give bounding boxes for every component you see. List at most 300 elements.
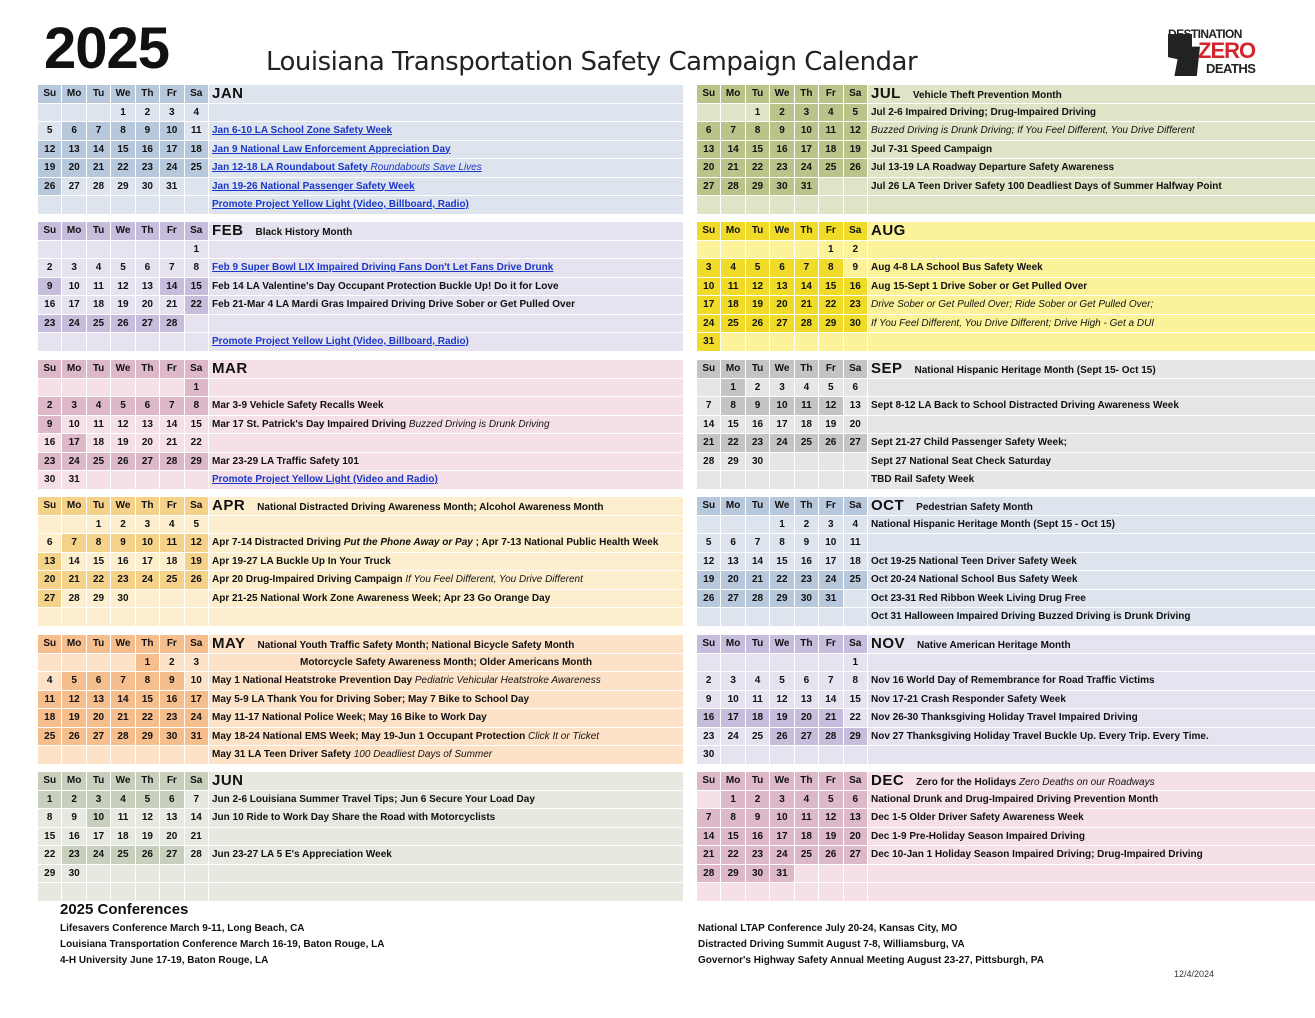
day-cell: 2 — [697, 672, 721, 691]
day-cell: 31 — [819, 590, 843, 609]
day-cell: 1 — [38, 791, 62, 810]
mini-calendar — [38, 360, 209, 490]
event-text: Oct 20-24 National School Bus Safety Week — [871, 574, 1078, 585]
day-cell: 28 — [160, 315, 184, 334]
day-cell: 22 — [185, 434, 209, 453]
empty-day-cell — [795, 883, 819, 902]
day-cell: 16 — [844, 278, 868, 297]
day-cell: 12 — [38, 141, 62, 160]
weekday-header: Tu — [746, 222, 770, 241]
event-text: Jul 13-19 LA Roadway Departure Safety Awareness — [871, 162, 1115, 173]
event-row — [209, 709, 683, 728]
empty-day-cell — [160, 333, 184, 352]
empty-day-cell — [721, 333, 745, 352]
day-cell: 20 — [87, 709, 111, 728]
event-text: Vehicle Theft Prevention Month — [912, 90, 1062, 101]
day-cell: 3 — [770, 379, 794, 398]
day-cell: 25 — [795, 434, 819, 453]
day-cell: 20 — [160, 828, 184, 847]
empty-day-cell — [160, 865, 184, 884]
month-jun — [38, 772, 683, 891]
empty-day-cell — [136, 241, 160, 260]
weekday-header: Tu — [87, 360, 111, 379]
day-cell: 9 — [770, 122, 794, 141]
empty-day-cell — [819, 746, 843, 765]
empty-day-cell — [62, 333, 86, 352]
day-cell: 18 — [795, 828, 819, 847]
day-cell: 17 — [62, 296, 86, 315]
event-row — [209, 379, 683, 398]
empty-day-cell — [697, 104, 721, 123]
events-list — [868, 497, 1315, 627]
empty-day-cell — [819, 178, 843, 197]
month-name: OCT — [871, 497, 905, 514]
event-text: Dec 1-9 Pre-Holiday Season Impaired Driving — [871, 830, 1085, 842]
day-cell: 1 — [111, 104, 135, 123]
empty-day-cell — [795, 654, 819, 673]
event-text: Mar 23-29 LA Traffic Safety 101 — [212, 455, 359, 467]
empty-day-cell — [38, 654, 62, 673]
event-row — [209, 571, 683, 590]
day-cell: 4 — [795, 379, 819, 398]
event-row — [868, 453, 1315, 472]
day-cell: 28 — [111, 728, 135, 747]
day-cell: 8 — [721, 397, 745, 416]
empty-day-cell — [62, 516, 86, 535]
event-row — [868, 516, 1315, 535]
weekday-header: Tu — [87, 772, 111, 791]
event-link[interactable]: Jan 12-18 LA Roundabout Safety — [212, 162, 371, 173]
day-cell: 5 — [136, 791, 160, 810]
weekday-header: Th — [136, 360, 160, 379]
day-cell: 22 — [819, 296, 843, 315]
day-cell: 4 — [185, 104, 209, 123]
weekday-header: Tu — [87, 635, 111, 654]
day-cell: 1 — [136, 654, 160, 673]
day-cell: 14 — [697, 828, 721, 847]
day-cell: 30 — [62, 865, 86, 884]
events-list — [868, 360, 1315, 490]
day-cell: 28 — [819, 728, 843, 747]
empty-day-cell — [185, 315, 209, 334]
event-row — [868, 865, 1315, 884]
day-cell: 12 — [746, 278, 770, 297]
empty-day-cell — [844, 333, 868, 352]
day-cell: 14 — [160, 416, 184, 435]
day-cell: 24 — [697, 315, 721, 334]
weekday-header: Mo — [62, 772, 86, 791]
event-row — [209, 791, 683, 810]
day-cell: 16 — [770, 141, 794, 160]
day-cell: 31 — [697, 333, 721, 352]
day-cell: 27 — [136, 315, 160, 334]
event-row — [209, 516, 683, 535]
day-cell: 14 — [819, 691, 843, 710]
empty-day-cell — [87, 241, 111, 260]
day-cell: 25 — [160, 571, 184, 590]
event-row — [868, 709, 1315, 728]
day-cell: 10 — [795, 122, 819, 141]
day-cell: 9 — [62, 809, 86, 828]
empty-day-cell — [795, 471, 819, 490]
day-cell: 21 — [795, 296, 819, 315]
day-cell: 25 — [87, 453, 111, 472]
day-cell: 21 — [160, 296, 184, 315]
day-cell: 20 — [62, 159, 86, 178]
day-cell: 11 — [38, 691, 62, 710]
empty-day-cell — [819, 196, 843, 215]
weekday-header: We — [111, 85, 135, 104]
day-cell: 12 — [185, 534, 209, 553]
day-cell: 23 — [746, 434, 770, 453]
weekday-header: Su — [697, 497, 721, 516]
day-cell: 7 — [185, 791, 209, 810]
day-cell: 29 — [819, 315, 843, 334]
event-link[interactable]: Promote Project Yellow Light (Video and Radio) — [212, 474, 438, 485]
event-row — [868, 691, 1315, 710]
day-cell: 4 — [819, 104, 843, 123]
day-cell: 3 — [160, 104, 184, 123]
weekday-header: Tu — [87, 85, 111, 104]
weekday-header: Su — [697, 85, 721, 104]
day-cell: 10 — [136, 534, 160, 553]
day-cell: 24 — [770, 434, 794, 453]
mini-calendar — [38, 222, 209, 352]
month-name: NOV — [871, 635, 906, 652]
events-list — [209, 360, 683, 490]
event-text: Pedestrian Safety Month — [916, 502, 1033, 513]
day-cell: 18 — [38, 709, 62, 728]
event-row — [209, 241, 683, 260]
day-cell: 17 — [697, 296, 721, 315]
month-oct — [697, 497, 1315, 622]
day-cell: 8 — [111, 122, 135, 141]
empty-day-cell — [185, 333, 209, 352]
empty-day-cell — [62, 654, 86, 673]
event-tagline: If You Feel Different, You Drive Different; Drive High - Get a DUI — [871, 317, 1155, 329]
day-cell: 13 — [697, 141, 721, 160]
event-row — [209, 672, 683, 691]
empty-day-cell — [770, 746, 794, 765]
day-cell: 19 — [136, 828, 160, 847]
weekday-header: Su — [38, 772, 62, 791]
day-cell: 25 — [38, 728, 62, 747]
event-text: Apr 19-27 LA Buckle Up In Your Truck — [212, 555, 391, 567]
day-cell: 16 — [160, 691, 184, 710]
day-cell: 20 — [38, 571, 62, 590]
weekday-header: Fr — [819, 360, 843, 379]
empty-day-cell — [38, 608, 62, 627]
day-cell: 12 — [111, 278, 135, 297]
event-link[interactable]: Jan 9 National Law Enforcement Appreciation Day — [212, 143, 451, 155]
day-cell: 22 — [721, 434, 745, 453]
month-sep — [697, 360, 1315, 485]
event-text: Feb 14 LA Valentine's Day Occupant Protection Buckle Up! Do it for Love — [212, 280, 559, 292]
day-cell: 27 — [721, 590, 745, 609]
empty-day-cell — [844, 196, 868, 215]
conference-item: Lifesavers Conference March 9-11, Long Beach, CA — [60, 923, 305, 934]
weekday-header: Su — [697, 360, 721, 379]
event-row — [209, 278, 683, 297]
empty-day-cell — [697, 196, 721, 215]
empty-day-cell — [62, 883, 86, 902]
day-cell: 14 — [111, 691, 135, 710]
event-text: Apr 20 Drug-Impaired Driving Campaign — [212, 574, 406, 585]
event-link-tagline[interactable]: Roundabouts Save Lives — [370, 162, 482, 173]
day-cell: 6 — [160, 791, 184, 810]
weekday-header: Fr — [160, 222, 184, 241]
weekday-header: Fr — [819, 497, 843, 516]
day-cell: 25 — [844, 571, 868, 590]
weekday-header: We — [111, 772, 135, 791]
empty-day-cell — [87, 746, 111, 765]
empty-day-cell — [819, 453, 843, 472]
weekday-header: Th — [795, 85, 819, 104]
empty-day-cell — [111, 608, 135, 627]
event-text: Dec 1-5 Older Driver Safety Awareness Week — [871, 812, 1084, 823]
day-cell: 11 — [844, 534, 868, 553]
weekday-header: Sa — [844, 635, 868, 654]
event-row — [868, 728, 1315, 747]
conference-item: Distracted Driving Summit August 7-8, Williamsburg, VA — [698, 939, 965, 950]
day-cell: 26 — [844, 159, 868, 178]
day-cell: 8 — [819, 259, 843, 278]
day-cell: 7 — [819, 672, 843, 691]
day-cell: 19 — [697, 571, 721, 590]
day-cell: 25 — [185, 159, 209, 178]
day-cell: 11 — [111, 809, 135, 828]
month-header-row — [868, 772, 1315, 791]
day-cell: 26 — [185, 571, 209, 590]
day-cell: 19 — [38, 159, 62, 178]
empty-day-cell — [38, 379, 62, 398]
day-cell: 29 — [38, 865, 62, 884]
day-cell: 16 — [697, 709, 721, 728]
destination-zero-deaths-logo — [1168, 28, 1258, 80]
day-cell: 4 — [844, 516, 868, 535]
month-dec — [697, 772, 1315, 891]
day-cell: 7 — [111, 672, 135, 691]
empty-day-cell — [746, 746, 770, 765]
empty-day-cell — [38, 104, 62, 123]
empty-day-cell — [721, 104, 745, 123]
event-text: Sept 8-12 LA Back to School Distracted Driving Awareness Week — [871, 400, 1179, 411]
day-cell: 6 — [844, 379, 868, 398]
event-row — [209, 865, 683, 884]
day-cell: 13 — [844, 809, 868, 828]
weekday-header: Fr — [160, 635, 184, 654]
day-cell: 18 — [746, 709, 770, 728]
event-tagline: Pediatric Vehicular Heatstroke Awareness — [414, 675, 601, 686]
empty-day-cell — [819, 654, 843, 673]
weekday-header: We — [111, 222, 135, 241]
day-cell: 18 — [87, 434, 111, 453]
event-row — [209, 333, 683, 352]
event-row — [868, 809, 1315, 828]
weekday-header: Fr — [819, 635, 843, 654]
day-cell: 27 — [87, 728, 111, 747]
event-row — [209, 259, 683, 278]
event-text: Jul 2-6 Impaired Driving; Drug-Impaired Driving — [871, 106, 1097, 118]
event-row — [868, 196, 1315, 215]
day-cell: 30 — [746, 453, 770, 472]
weekday-header: Th — [136, 222, 160, 241]
day-cell: 22 — [844, 709, 868, 728]
day-cell: 4 — [721, 259, 745, 278]
day-cell: 4 — [38, 672, 62, 691]
day-cell: 11 — [795, 397, 819, 416]
month-header-row — [209, 772, 683, 791]
day-cell: 24 — [62, 453, 86, 472]
mini-calendar — [38, 772, 209, 902]
day-cell: 24 — [62, 315, 86, 334]
event-text: Apr 7-14 Distracted Driving — [212, 537, 344, 548]
day-cell: 18 — [111, 828, 135, 847]
day-cell: 4 — [111, 791, 135, 810]
empty-day-cell — [721, 471, 745, 490]
day-cell: 9 — [111, 534, 135, 553]
weekday-header: Fr — [819, 222, 843, 241]
event-text: May 11-17 National Police Week; May 16 Bike to Work Day — [212, 712, 487, 723]
empty-day-cell — [87, 471, 111, 490]
day-cell: 30 — [136, 178, 160, 197]
empty-day-cell — [136, 196, 160, 215]
day-cell: 1 — [87, 516, 111, 535]
event-text: National Youth Traffic Safety Month; National Bicycle Safety Month — [257, 640, 575, 651]
month-name: JUL — [871, 85, 901, 102]
day-cell: 5 — [185, 516, 209, 535]
day-cell: 17 — [770, 828, 794, 847]
day-cell: 2 — [746, 791, 770, 810]
conferences-heading: 2025 Conferences — [60, 901, 189, 918]
day-cell: 25 — [87, 315, 111, 334]
event-row — [868, 471, 1315, 490]
mini-calendar — [697, 497, 868, 627]
empty-day-cell — [185, 746, 209, 765]
day-cell: 16 — [38, 434, 62, 453]
event-link[interactable]: Promote Project Yellow Light (Video, Billboard, Radio) — [212, 199, 469, 210]
weekday-header: Su — [38, 85, 62, 104]
day-cell: 1 — [721, 379, 745, 398]
day-cell: 23 — [746, 846, 770, 865]
day-cell: 13 — [844, 397, 868, 416]
event-link[interactable]: Jan 19-26 National Passenger Safety Week — [212, 180, 415, 192]
event-link[interactable]: Feb 9 Super Bowl LIX Impaired Driving Fans Don't Let Fans Drive Drunk — [212, 262, 554, 273]
day-cell: 14 — [721, 141, 745, 160]
weekday-header: Su — [38, 635, 62, 654]
day-cell: 13 — [62, 141, 86, 160]
day-cell: 21 — [185, 828, 209, 847]
events-list — [209, 772, 683, 902]
event-row — [209, 416, 683, 435]
empty-day-cell — [62, 608, 86, 627]
day-cell: 10 — [62, 416, 86, 435]
empty-day-cell — [746, 883, 770, 902]
events-list — [209, 497, 683, 627]
day-cell: 1 — [185, 379, 209, 398]
day-cell: 30 — [38, 471, 62, 490]
event-link[interactable]: Promote Project Yellow Light (Video, Billboard, Radio) — [212, 336, 469, 347]
day-cell: 22 — [87, 571, 111, 590]
day-cell: 9 — [746, 809, 770, 828]
event-row — [868, 828, 1315, 847]
day-cell: 25 — [721, 315, 745, 334]
event-row — [209, 654, 683, 673]
day-cell: 30 — [111, 590, 135, 609]
day-cell: 11 — [746, 691, 770, 710]
day-cell: 7 — [746, 534, 770, 553]
day-cell: 23 — [160, 709, 184, 728]
day-cell: 5 — [819, 791, 843, 810]
day-cell: 8 — [136, 672, 160, 691]
weekday-header: We — [770, 497, 794, 516]
day-cell: 11 — [185, 122, 209, 141]
empty-day-cell — [136, 333, 160, 352]
day-cell: 11 — [721, 278, 745, 297]
weekday-header: Fr — [819, 772, 843, 791]
empty-day-cell — [160, 746, 184, 765]
day-cell: 10 — [770, 397, 794, 416]
event-row — [209, 691, 683, 710]
day-cell: 17 — [87, 828, 111, 847]
day-cell: 27 — [770, 315, 794, 334]
day-cell: 12 — [819, 809, 843, 828]
day-cell: 17 — [819, 553, 843, 572]
day-cell: 8 — [185, 259, 209, 278]
events-list — [209, 222, 683, 352]
empty-day-cell — [746, 471, 770, 490]
weekday-header: Fr — [819, 85, 843, 104]
day-cell: 7 — [721, 122, 745, 141]
empty-day-cell — [721, 196, 745, 215]
day-cell: 2 — [136, 104, 160, 123]
day-cell: 26 — [819, 846, 843, 865]
day-cell: 3 — [795, 104, 819, 123]
weekday-header: Tu — [746, 497, 770, 516]
day-cell: 9 — [160, 672, 184, 691]
weekday-header: Mo — [721, 360, 745, 379]
event-link[interactable]: Jan 6-10 LA School Zone Safety Week — [212, 125, 393, 136]
event-row — [868, 571, 1315, 590]
month-name: SEP — [871, 360, 903, 377]
day-cell: 17 — [795, 141, 819, 160]
weekday-header: Su — [38, 497, 62, 516]
weekday-header: We — [770, 85, 794, 104]
event-row — [868, 791, 1315, 810]
event-text: Jul 26 LA Teen Driver Safety 100 Deadliest Days of Summer Halfway Point — [871, 180, 1222, 192]
day-cell: 3 — [136, 516, 160, 535]
day-cell: 3 — [62, 397, 86, 416]
empty-day-cell — [697, 241, 721, 260]
event-row — [868, 846, 1315, 865]
event-tagline: Buzzed Driving is Drunk Driving — [408, 418, 550, 430]
event-text: Oct 31 Halloween Impaired Driving Buzzed Driving is Drunk Driving — [871, 611, 1191, 622]
day-cell: 17 — [185, 691, 209, 710]
day-cell: 27 — [160, 846, 184, 865]
weekday-header: Sa — [185, 222, 209, 241]
day-cell: 13 — [87, 691, 111, 710]
event-row — [209, 178, 683, 197]
empty-day-cell — [844, 590, 868, 609]
day-cell: 21 — [819, 709, 843, 728]
events-list — [868, 772, 1315, 902]
event-text: Dec 10-Jan 1 Holiday Season Impaired Driving; Drug-Impaired Driving — [871, 849, 1203, 860]
month-name: JUN — [212, 772, 244, 789]
event-row — [868, 333, 1315, 352]
empty-day-cell — [136, 379, 160, 398]
empty-day-cell — [697, 791, 721, 810]
conference-item: Louisiana Transportation Conference March 16-19, Baton Rouge, LA — [60, 939, 385, 950]
